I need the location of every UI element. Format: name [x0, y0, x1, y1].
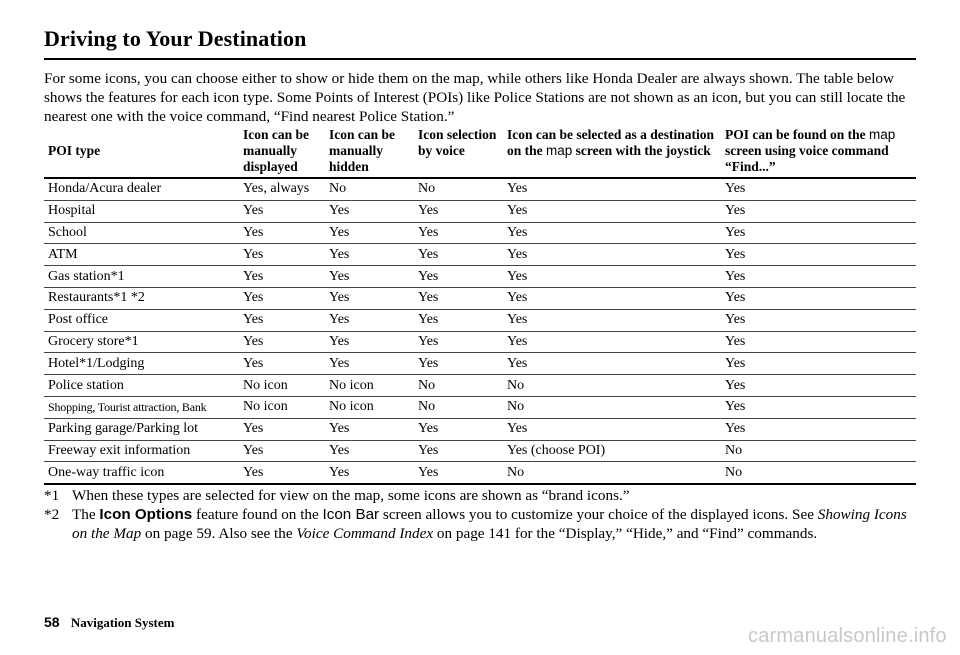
cell-poi-type: Restaurants*1 *2	[44, 287, 243, 309]
cell-joystick: Yes (choose POI)	[507, 440, 725, 462]
cell-joystick: No	[507, 462, 725, 484]
cell-hidden: Yes	[329, 200, 418, 222]
title-divider	[44, 58, 916, 60]
cell-voice: No	[418, 178, 507, 200]
cell-hidden: Yes	[329, 266, 418, 288]
cell-hidden: No icon	[329, 375, 418, 397]
footnote-2-after-bar: screen allows you to customize your choice of the displayed icons. See	[379, 506, 818, 523]
footnote-2-the: The	[72, 506, 100, 523]
table-row	[44, 353, 916, 375]
page-number: 58	[44, 614, 60, 630]
cell-hidden: Yes	[329, 244, 418, 266]
cell-poi-type: School	[44, 222, 243, 244]
cell-poi-type: Parking garage/Parking lot	[44, 418, 243, 440]
cell-find: Yes	[725, 418, 916, 440]
cell-hidden: Yes	[329, 222, 418, 244]
footnote-1-text: When these types are selected for view on the map, some icons are shown as “brand icons.”	[72, 487, 630, 504]
footnote-2	[44, 505, 920, 543]
cell-voice: Yes	[418, 266, 507, 288]
cell-joystick: Yes	[507, 200, 725, 222]
cell-poi-type: Post office	[44, 309, 243, 331]
cell-displayed: No icon	[243, 396, 329, 418]
cell-voice: Yes	[418, 353, 507, 375]
cell-find: Yes	[725, 331, 916, 353]
cell-displayed: Yes	[243, 353, 329, 375]
cell-poi-type: Hospital	[44, 200, 243, 222]
cell-joystick: Yes	[507, 244, 725, 266]
icon-bar-term: Icon Bar	[322, 506, 380, 523]
footnote-1	[44, 486, 920, 505]
header-voice-find	[725, 125, 916, 178]
icon-options-term: Icon Options	[99, 506, 193, 523]
cell-hidden: Yes	[329, 287, 418, 309]
cell-displayed: Yes	[243, 200, 329, 222]
cell-voice: Yes	[418, 440, 507, 462]
watermark: carmanualsonline.info	[748, 625, 947, 647]
cell-poi-type: ATM	[44, 244, 243, 266]
intro-paragraph: For some icons, you can choose either to show or hide them on the map, while others like Honda Dealer are always shown. The table below shows the features for each icon type. Some Points of Interest (POIs) like Police Stations are not shown as an icon, but you can still locate the nearest one with the voice command, “Find nearest Police Station.”	[44, 70, 906, 125]
header-manually-displayed: Icon can be manually displayed	[243, 125, 329, 178]
cell-displayed: Yes	[243, 331, 329, 353]
cell-voice: Yes	[418, 287, 507, 309]
page-title: Driving to Your Destination	[44, 26, 307, 51]
cell-displayed: Yes, always	[243, 178, 329, 200]
cell-find: Yes	[725, 200, 916, 222]
table-body	[44, 178, 916, 484]
cell-find: Yes	[725, 178, 916, 200]
header-joystick-map: map	[546, 143, 573, 158]
header-find-pre: POI can be found on the	[725, 127, 870, 142]
header-find-map: map	[869, 127, 896, 142]
footnote-2-page2: on page 141 for the “Display,” “Hide,” and “Find” commands.	[433, 525, 818, 542]
footnote-1-mark: *1	[44, 487, 60, 504]
cell-voice: No	[418, 375, 507, 397]
cell-joystick: Yes	[507, 222, 725, 244]
cell-poi-type: Grocery store*1	[44, 331, 243, 353]
cell-find: Yes	[725, 244, 916, 266]
cell-joystick: Yes	[507, 309, 725, 331]
table-row	[44, 178, 916, 200]
cell-displayed: Yes	[243, 244, 329, 266]
cell-poi-type: One-way traffic icon	[44, 462, 243, 484]
cell-joystick: No	[507, 396, 725, 418]
cell-joystick: Yes	[507, 287, 725, 309]
table-row	[44, 440, 916, 462]
cell-hidden: Yes	[329, 440, 418, 462]
footer-section: Navigation System	[70, 615, 175, 630]
header-voice-selection: Icon selection by voice	[418, 125, 507, 178]
cell-find: No	[725, 462, 916, 484]
cell-joystick: Yes	[507, 418, 725, 440]
cell-poi-type: Gas station*1	[44, 266, 243, 288]
table-row	[44, 418, 916, 440]
cell-displayed: No icon	[243, 375, 329, 397]
header-find-post: screen using voice command “Find...”	[725, 143, 889, 174]
table-row	[44, 396, 916, 418]
cell-hidden: No icon	[329, 396, 418, 418]
cell-poi-type: Hotel*1/Lodging	[44, 353, 243, 375]
header-poi-type: POI type	[44, 125, 243, 178]
cell-find: Yes	[725, 309, 916, 331]
cell-displayed: Yes	[243, 266, 329, 288]
cell-voice: Yes	[418, 309, 507, 331]
cell-voice: Yes	[418, 244, 507, 266]
table-header-row	[44, 125, 916, 178]
table-row	[44, 287, 916, 309]
cell-hidden: Yes	[329, 331, 418, 353]
cell-find: Yes	[725, 266, 916, 288]
table-row	[44, 309, 916, 331]
cell-joystick: No	[507, 375, 725, 397]
header-manually-hidden: Icon can be manually hidden	[329, 125, 418, 178]
cell-hidden: Yes	[329, 418, 418, 440]
footnote-2-mark: *2	[44, 506, 60, 523]
cell-find: Yes	[725, 287, 916, 309]
cell-joystick: Yes	[507, 353, 725, 375]
cell-displayed: Yes	[243, 440, 329, 462]
table-row	[44, 266, 916, 288]
poi-features-table	[44, 125, 916, 485]
cell-poi-type: Shopping, Tourist attraction, Bank	[44, 396, 243, 418]
cell-hidden: Yes	[329, 309, 418, 331]
cell-joystick: Yes	[507, 178, 725, 200]
cell-find: Yes	[725, 375, 916, 397]
table-row	[44, 375, 916, 397]
cell-displayed: Yes	[243, 418, 329, 440]
cell-hidden: Yes	[329, 462, 418, 484]
cell-find: Yes	[725, 222, 916, 244]
header-joystick-pre: Icon can be selected as a destination on the	[507, 127, 714, 158]
cell-voice: Yes	[418, 462, 507, 484]
cell-voice: Yes	[418, 222, 507, 244]
cell-voice: Yes	[418, 200, 507, 222]
cell-displayed: Yes	[243, 222, 329, 244]
cell-joystick: Yes	[507, 331, 725, 353]
cell-poi-type: Police station	[44, 375, 243, 397]
cell-displayed: Yes	[243, 287, 329, 309]
table-row	[44, 200, 916, 222]
cell-hidden: Yes	[329, 353, 418, 375]
footnotes	[44, 486, 920, 543]
header-joystick-post: screen with the joystick	[572, 143, 711, 158]
header-joystick-selection	[507, 125, 725, 178]
cell-voice: No	[418, 396, 507, 418]
page-footer	[44, 614, 174, 631]
footnote-2-mid: feature found on the	[192, 506, 323, 523]
cell-hidden: No	[329, 178, 418, 200]
table-row	[44, 462, 916, 484]
voice-command-index-reference: Voice Command Index	[296, 525, 434, 542]
cell-find: Yes	[725, 353, 916, 375]
table-row	[44, 244, 916, 266]
showing-icons-reference: Showing Icons on the Map	[72, 506, 907, 542]
cell-poi-type: Honda/Acura dealer	[44, 178, 243, 200]
table-row	[44, 331, 916, 353]
cell-displayed: Yes	[243, 309, 329, 331]
cell-displayed: Yes	[243, 462, 329, 484]
cell-poi-type: Freeway exit information	[44, 440, 243, 462]
cell-find: Yes	[725, 396, 916, 418]
cell-find: No	[725, 440, 916, 462]
cell-voice: Yes	[418, 418, 507, 440]
cell-voice: Yes	[418, 331, 507, 353]
table-row	[44, 222, 916, 244]
footnote-2-page1: on page 59. Also see the	[141, 525, 297, 542]
cell-joystick: Yes	[507, 266, 725, 288]
